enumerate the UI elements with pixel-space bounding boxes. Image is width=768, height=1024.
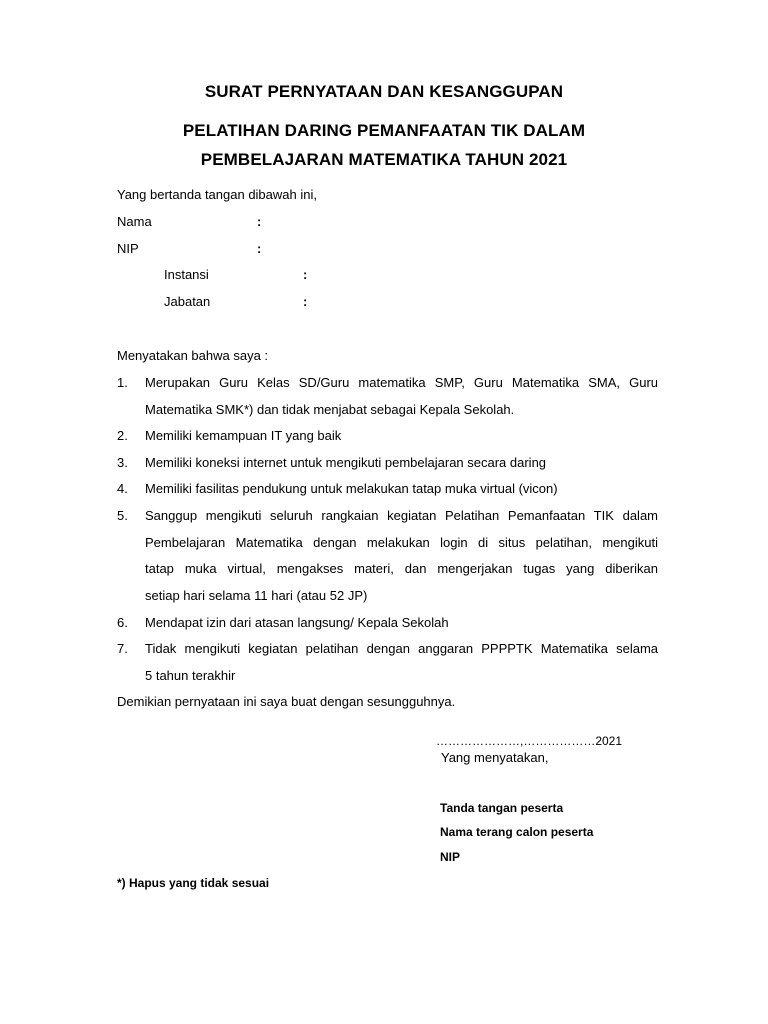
list-item-line: Memiliki koneksi internet untuk mengikuti pembelajaran secara daring [145,455,547,470]
intro-text: Yang bertanda tangan dibawah ini, [117,187,317,202]
list-item-line: Matematika SMK*) dan tidak menjabat sebagai Kepala Sekolah. [145,402,515,417]
list-item-line: 5 tahun terakhir [145,668,236,683]
list-item-line: Pembelajaran Matematika dengan melakukan login di situs pelatihan, mengikuti [145,535,658,550]
list-item-line: Memiliki fasilitas pendukung untuk melakukan tatap muka virtual (vicon) [145,481,558,496]
field-label-nama: Nama [117,214,152,229]
list-item-number: 7. [117,641,128,656]
list-item-line: setiap hari selama 11 hari (atau 52 JP) [145,588,368,603]
list-item-number: 2. [117,428,128,443]
list-item-number: 4. [117,481,128,496]
field-colon-instansi: : [303,267,308,282]
footnote: *) Hapus yang tidak sesuai [117,876,270,890]
list-item-line: Sanggup mengikuti seluruh rangkaian kegiatan Pelatihan Pemanfaatan TIK dalam [145,508,658,523]
signature-nip-label: NIP [440,850,461,864]
statement-intro: Menyatakan bahwa saya : [117,348,269,363]
list-item-number: 3. [117,455,128,470]
closing-text: Demikian pernyataan ini saya buat dengan sesungguhnya. [117,694,456,709]
field-colon-jabatan: : [303,294,308,309]
field-label-instansi: Instansi [164,267,209,282]
list-item-line: Mendapat izin dari atasan langsung/ Kepala Sekolah [145,615,449,630]
list-item-number: 5. [117,508,128,523]
signature-sign-label: Tanda tangan peserta [440,801,564,815]
document-subtitle-line-1: PELATIHAN DARING PEMANFAATAN TIK DALAM [182,121,586,140]
field-label-nip: NIP [117,241,139,256]
signature-date-line: …………………,………………2021 [436,734,623,748]
document-title: SURAT PERNYATAAN DAN KESANGGUPAN [204,82,564,101]
list-item-line: Memiliki kemampuan IT yang baik [145,428,342,443]
signature-declarant: Yang menyatakan, [441,750,549,765]
field-colon-nip: : [257,241,262,256]
signature-name-label: Nama terang calon peserta [440,825,594,839]
field-label-jabatan: Jabatan [164,294,211,309]
list-item-number: 6. [117,615,128,630]
list-item-line: Merupakan Guru Kelas SD/Guru matematika SMP, Guru Matematika SMA, Guru [145,375,658,390]
list-item-line: tatap muka virtual, mengakses materi, dan mengerjakan tugas yang diberikan [145,561,658,576]
list-item-number: 1. [117,375,128,390]
document-subtitle-line-2: PEMBELAJARAN MATEMATIKA TAHUN 2021 [200,150,568,169]
field-colon-nama: : [257,214,262,229]
list-item-line: Tidak mengikuti kegiatan pelatihan dengan anggaran PPPPTK Matematika selama [145,641,658,656]
